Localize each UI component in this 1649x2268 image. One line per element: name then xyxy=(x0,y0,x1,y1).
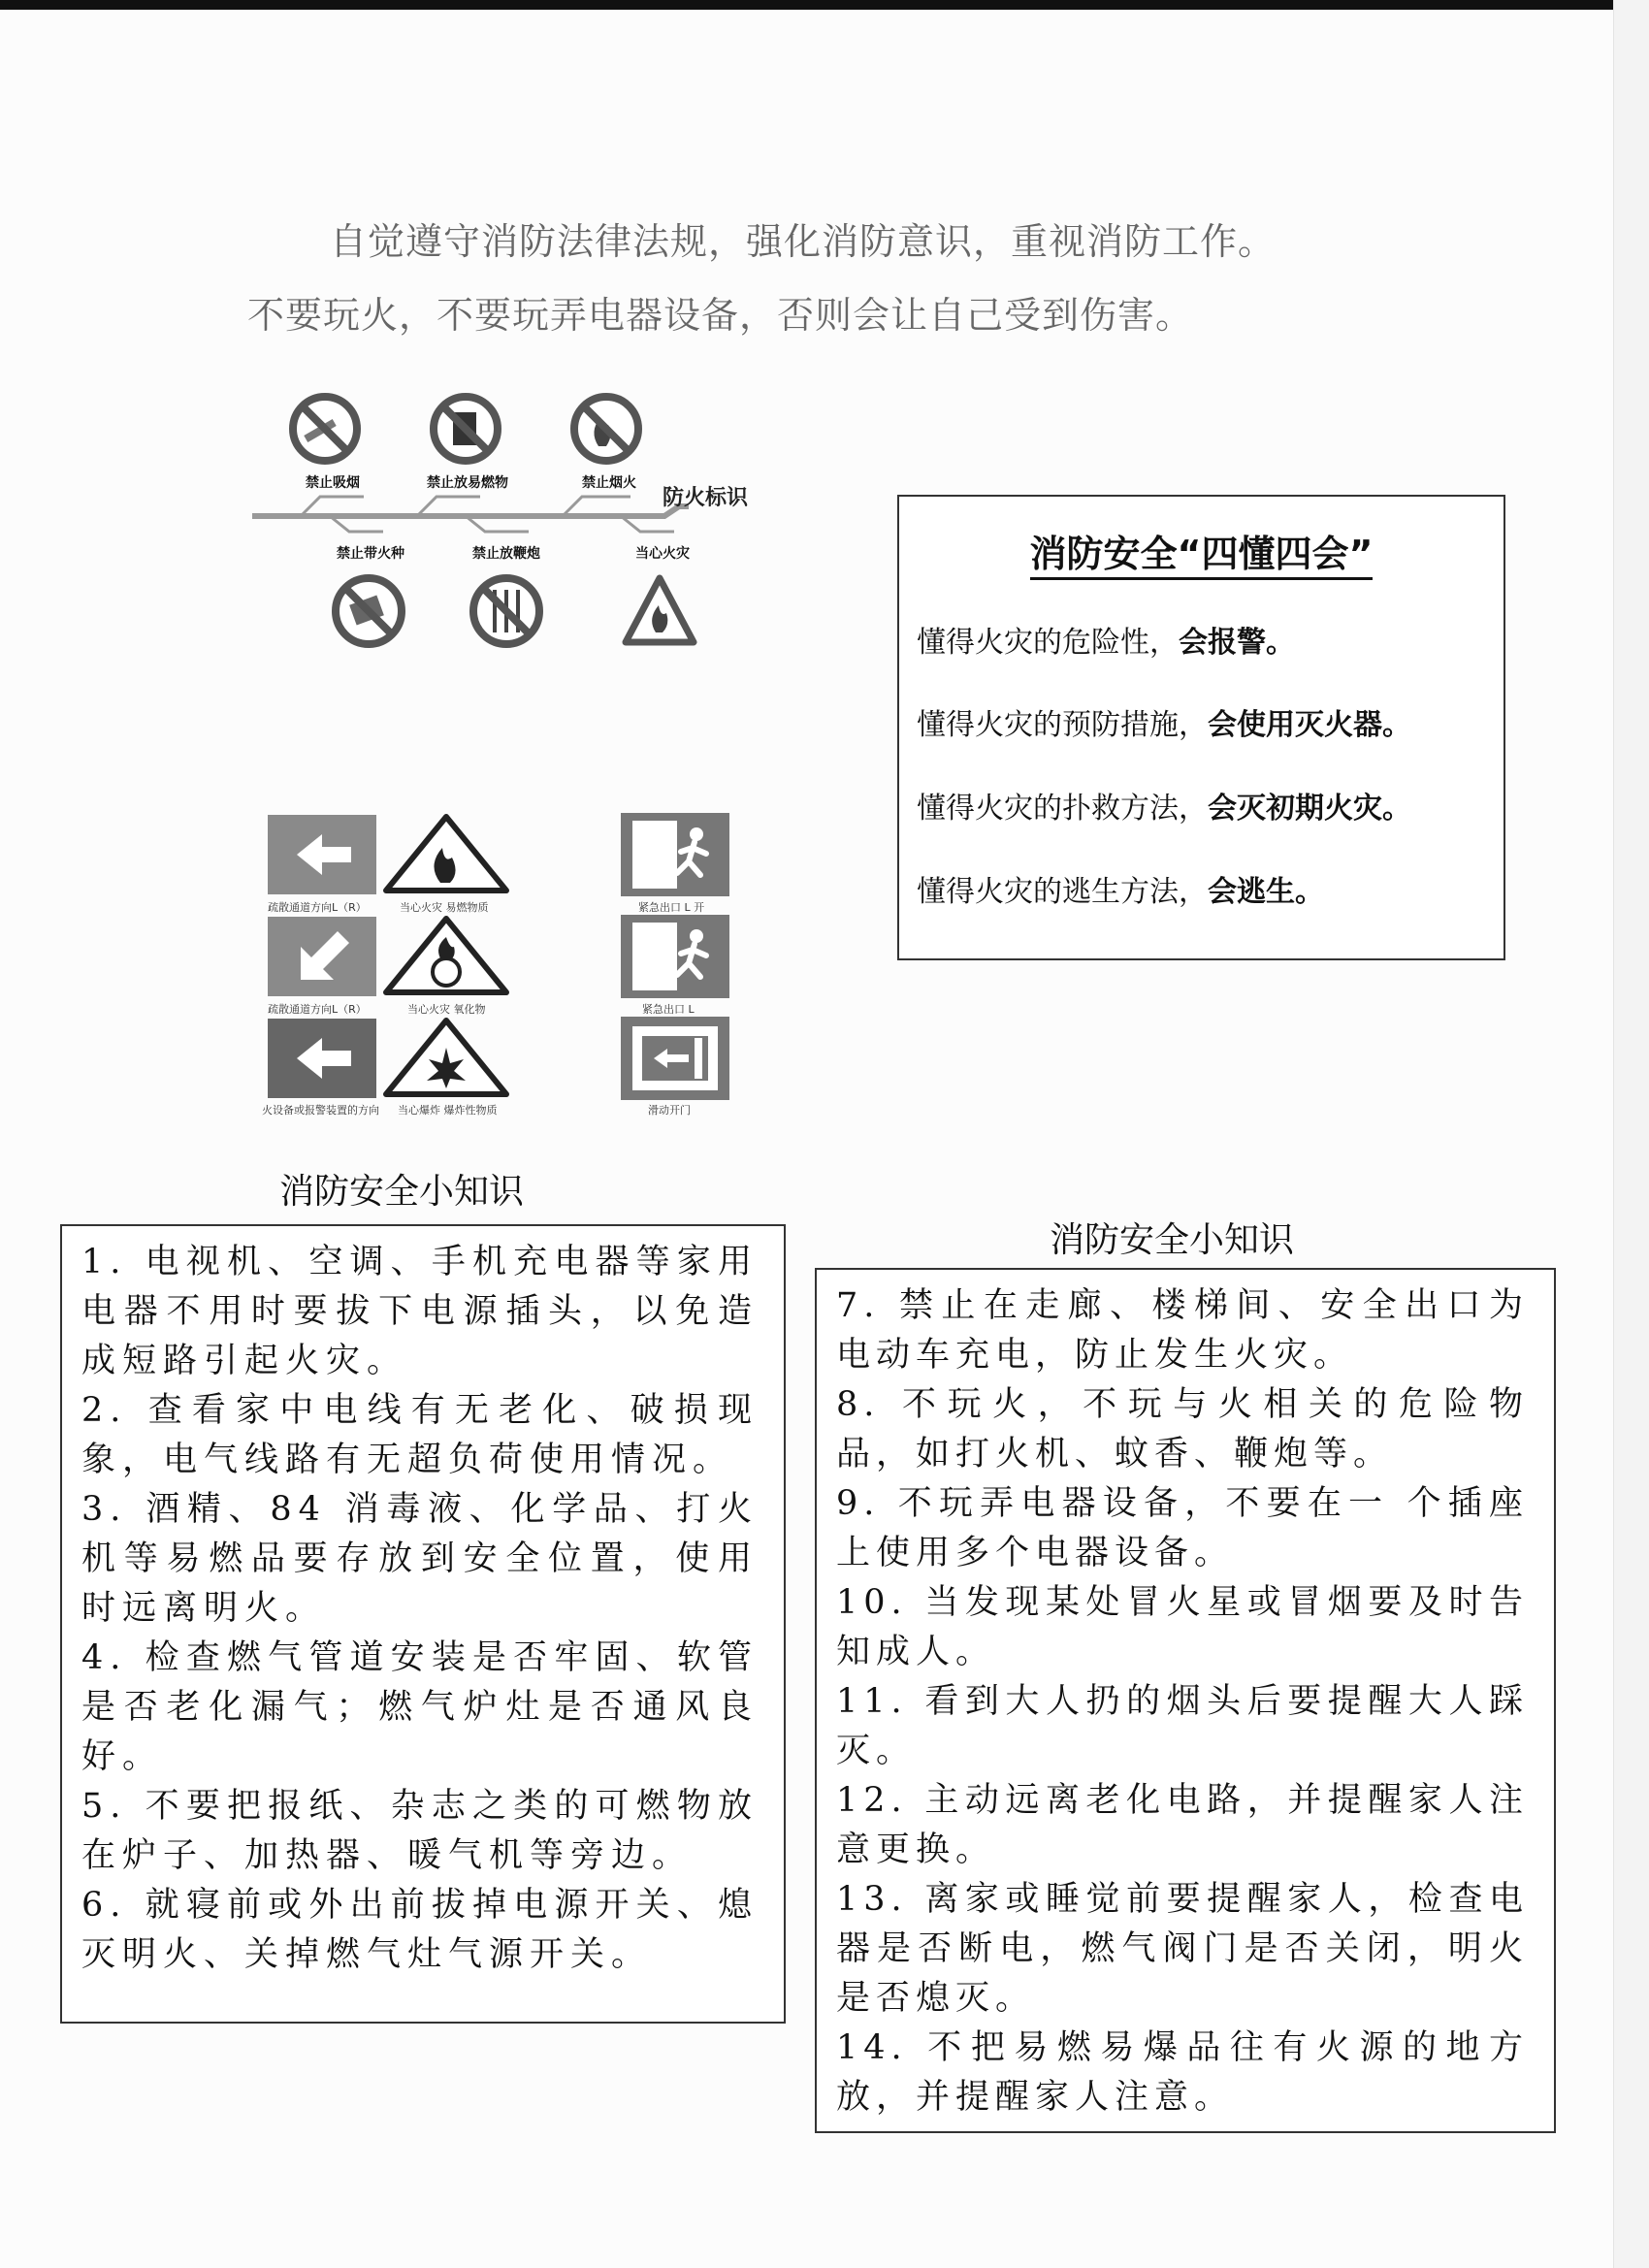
evacuation-left-arrow-icon xyxy=(268,815,376,894)
sign-caption: 紧急出口 L 开 xyxy=(638,901,705,914)
line-text: 懂得火灾的扑救方法， xyxy=(917,792,1208,826)
tip-item: 1. 电视机、空调、手机充电器等家用电器不用时要拔下电源插头，以免造成短路引起火灾。 xyxy=(81,1243,759,1380)
line-bold-text: 会灭初期火灾。 xyxy=(1208,792,1411,826)
tip-item: 14. 不把易燃易爆品往有火源的地方放，并提醒家人注意。 xyxy=(836,2028,1529,2117)
tip-item: 2. 查看家中电线有无老化、破损现象，电气线路有无超负荷使用情况。 xyxy=(81,1391,759,1479)
no-smoking-icon xyxy=(293,397,357,461)
four-understand-four-can-box xyxy=(897,495,1505,960)
tip-item: 6. 就寝前或外出前拔掉电源开关、熄灭明火、关掉燃气灶气源开关。 xyxy=(81,1886,759,1974)
scan-top-edge xyxy=(0,0,1649,10)
sign-label: 禁止放鞭炮 xyxy=(472,546,540,562)
tips-box-left xyxy=(60,1224,786,2024)
safety-signs-grid xyxy=(262,805,737,1125)
tip-item: 9. 不玩弄电器设备，不要在一 个插座上使用多个电器设备。 xyxy=(836,1484,1529,1572)
sign-caption: 当心火灾 氧化物 xyxy=(407,1003,486,1016)
line-text: 懂得火灾的危险性， xyxy=(917,626,1179,660)
sliding-door-icon xyxy=(621,1017,729,1100)
tip-item: 3. 酒精、84 消毒液、化学品、打火机等易燃品要存放到安全位置，使用时远离明火。 xyxy=(81,1490,759,1628)
four-box-line xyxy=(917,700,1411,743)
tip-item: 5. 不要把报纸、杂志之类的可燃物放在炉子、加热器、暖气机等旁边。 xyxy=(81,1787,759,1875)
explosion-warning-icon xyxy=(386,1021,506,1094)
tip-item: 13. 离家或睡觉前要提醒家人，检查电器是否断电，燃气阀门是否关闭，明火是否熄灭。 xyxy=(836,1880,1529,2018)
tip-item: 8. 不玩火，不玩与火相关的危险物品，如打火机、蚊香、鞭炮等。 xyxy=(836,1385,1529,1474)
line-text: 懂得火灾的预防措施， xyxy=(917,708,1208,742)
no-fire-source-icon xyxy=(336,578,402,644)
tips-heading-left: 消防安全小知识 xyxy=(279,1172,525,1212)
fire-warning-icon xyxy=(626,578,694,642)
sign-caption: 紧急出口 L xyxy=(642,1003,695,1016)
sign-caption: 当心火灾 易燃物质 xyxy=(400,901,489,914)
sign-label: 禁止放易燃物 xyxy=(427,475,508,491)
no-firecrackers-icon xyxy=(473,578,539,644)
tip-item: 10. 当发现某处冒火星或冒烟要及时告知成人。 xyxy=(836,1583,1529,1671)
emergency-exit-left-icon xyxy=(621,915,729,998)
line-bold-text: 会报警。 xyxy=(1179,626,1295,660)
tip-item: 12. 主动远离老化电路，并提醒家人注意更换。 xyxy=(836,1781,1529,1869)
sign-caption: 疏散通道方向L（R） xyxy=(268,1003,367,1016)
tips-heading-right: 消防安全小知识 xyxy=(1050,1220,1295,1260)
four-box-line xyxy=(917,618,1295,661)
sign-label: 禁止带火种 xyxy=(337,546,404,562)
flammable-warning-icon xyxy=(386,817,506,891)
fire-signs-title: 防火标识 xyxy=(663,486,749,510)
slogan-line-1: 自觉遵守消防法律法规，强化消防意识，重视消防工作。 xyxy=(330,220,1277,263)
sign-label: 禁止吸烟 xyxy=(306,475,360,491)
sign-caption: 滑动开门 xyxy=(648,1104,691,1117)
slogan-line-2: 不要玩火，不要玩弄电器设备，否则会让自己受到伤害。 xyxy=(247,294,1194,337)
tip-item: 7. 禁止在走廊、楼梯间、安全出口为电动车充电，防止发生火灾。 xyxy=(836,1286,1529,1375)
no-fire-icon xyxy=(574,397,638,461)
line-bold-text: 会使用灭火器。 xyxy=(1208,708,1411,742)
four-box-line xyxy=(917,784,1411,826)
line-bold-text: 会逃生。 xyxy=(1208,875,1324,909)
four-box-title xyxy=(899,524,1504,577)
evacuation-down-left-arrow-icon xyxy=(268,917,376,996)
tip-item: 11. 看到大人扔的烟头后要提醒大人踩灭。 xyxy=(836,1682,1529,1770)
four-box-title-text: 消防安全“四懂四会” xyxy=(1030,533,1374,580)
tips-box-right xyxy=(815,1268,1556,2133)
no-flammables-icon xyxy=(434,397,498,461)
line-text: 懂得火灾的逃生方法， xyxy=(917,875,1208,909)
oxidizer-warning-icon xyxy=(386,919,506,992)
emergency-exit-icon xyxy=(621,813,729,896)
four-box-line xyxy=(917,867,1324,910)
alarm-direction-arrow-icon xyxy=(268,1019,376,1098)
sign-caption: 当心爆炸 爆炸性物质 xyxy=(398,1104,498,1117)
sign-label: 当心火灾 xyxy=(635,546,690,562)
tip-item: 4. 检查燃气管道安装是否牢固、软管是否老化漏气；燃气炉灶是否通风良好。 xyxy=(81,1638,759,1776)
sign-label: 禁止烟火 xyxy=(582,475,636,491)
sign-caption: 火设备或报警装置的方向 xyxy=(262,1104,379,1117)
scan-right-edge xyxy=(1613,0,1649,2268)
sign-caption: 疏散通道方向L（R） xyxy=(268,901,367,914)
fire-prevention-signs xyxy=(247,378,771,669)
